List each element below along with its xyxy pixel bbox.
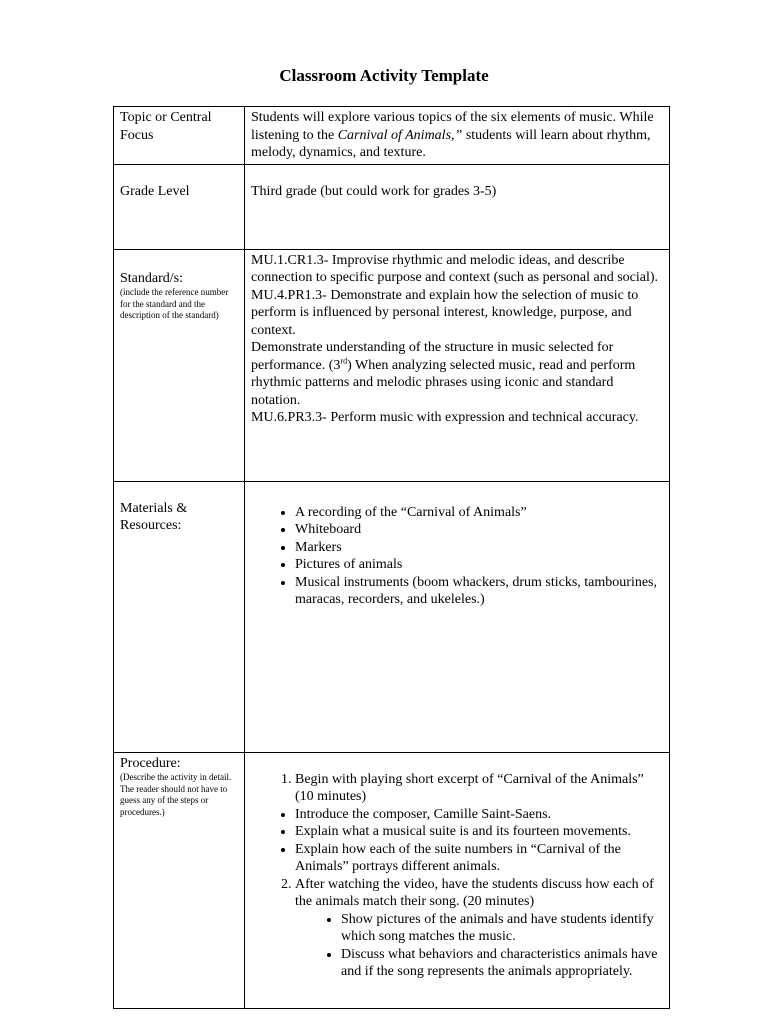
procedure-note: (Describe the activity in detail. The reader should not have to guess any of the steps or procedures.)	[120, 772, 232, 817]
list-item: • Explain what a musical suite is and its fourteen movements.	[295, 823, 663, 841]
standard-line-3a: Demonstrate understanding of the structure in music selected for performance. (3	[251, 340, 614, 373]
standards-label: Standard/s:	[120, 270, 183, 286]
procedure-bullets-1	[251, 806, 663, 876]
topic-text	[245, 107, 670, 165]
standards-label-cell	[114, 249, 245, 481]
procedure-bullets-2	[251, 911, 663, 981]
row-materials	[114, 481, 670, 752]
topic-label: Topic or Central Focus	[114, 107, 245, 165]
procedure-step-1: 1. Begin with playing short excerpt of “Carnival of the Animals” (10 minutes)	[295, 771, 663, 806]
procedure-steps-1	[251, 771, 663, 806]
materials-cell	[245, 481, 670, 752]
topic-text-italic: Carnival of Animals,”	[337, 127, 463, 143]
list-item: • Introduce the composer, Camille Saint-Saens.	[295, 806, 663, 824]
standard-line-2: MU.4.PR1.3- Demonstrate and explain how the selection of music to perform is influenced by personal interest, knowledge, purpose, and context.	[251, 287, 639, 338]
procedure-list	[251, 771, 663, 981]
list-item: • Whiteboard	[295, 521, 663, 539]
list-item: • Musical instruments (boom whackers, drum sticks, tambourines, maracas, recorders, and ukeleles.)	[295, 574, 663, 609]
grade-label: Grade Level	[114, 164, 245, 249]
grade-text: Third grade (but could work for grades 3-5)	[245, 164, 670, 249]
materials-label: Materials & Resources:	[114, 481, 245, 752]
materials-list	[251, 504, 663, 609]
row-procedure	[114, 752, 670, 1008]
list-item: • Explain how each of the suite numbers in “Carnival of the Animals” portrays different animals.	[295, 841, 663, 876]
row-grade	[114, 164, 670, 249]
procedure-label: Procedure:	[120, 755, 181, 771]
procedure-step-2: 2. After watching the video, have the students discuss how each of the animals match their song. (20 minutes)	[295, 876, 663, 911]
activity-table	[113, 106, 670, 1009]
procedure-cell	[245, 752, 670, 1008]
row-topic	[114, 107, 670, 165]
procedure-label-cell	[114, 752, 245, 1008]
standard-line-3b: ) When analyzing selected music, read and perform rhythmic patterns and melodic phrases using iconic and standard notation.	[251, 357, 636, 408]
list-item: • Discuss what behaviors and characteristics animals have and if the song represents the animals appropriately.	[341, 946, 663, 981]
standard-line-4: MU.6.PR3.3- Perform music with expression and technical accuracy.	[251, 410, 639, 425]
topic-text-part1: Students will explore various topics of the six elements of music. While listening to the	[251, 110, 654, 143]
topic-text-part2: students will learn about rhythm, melody, dynamics, and texture.	[251, 127, 651, 160]
page-title: Classroom Activity Template	[279, 66, 489, 85]
standard-line-3-sup: rd	[340, 355, 348, 365]
list-item: • Pictures of animals	[295, 556, 663, 574]
list-item: • A recording of the “Carnival of Animals”	[295, 504, 663, 522]
standards-note: (include the reference number for the standard and the description of the standard)	[120, 287, 229, 320]
standards-text	[245, 249, 670, 481]
row-standards	[114, 249, 670, 481]
list-item: • Markers	[295, 539, 663, 557]
procedure-steps-2	[251, 876, 663, 911]
list-item: • Show pictures of the animals and have students identify which song matches the music.	[341, 911, 663, 946]
standard-line-1: MU.1.CR1.3- Improvise rhythmic and melodic ideas, and describe connection to specific purpose and context (such as personal and social).	[251, 252, 659, 285]
standard-line-3	[251, 339, 663, 409]
